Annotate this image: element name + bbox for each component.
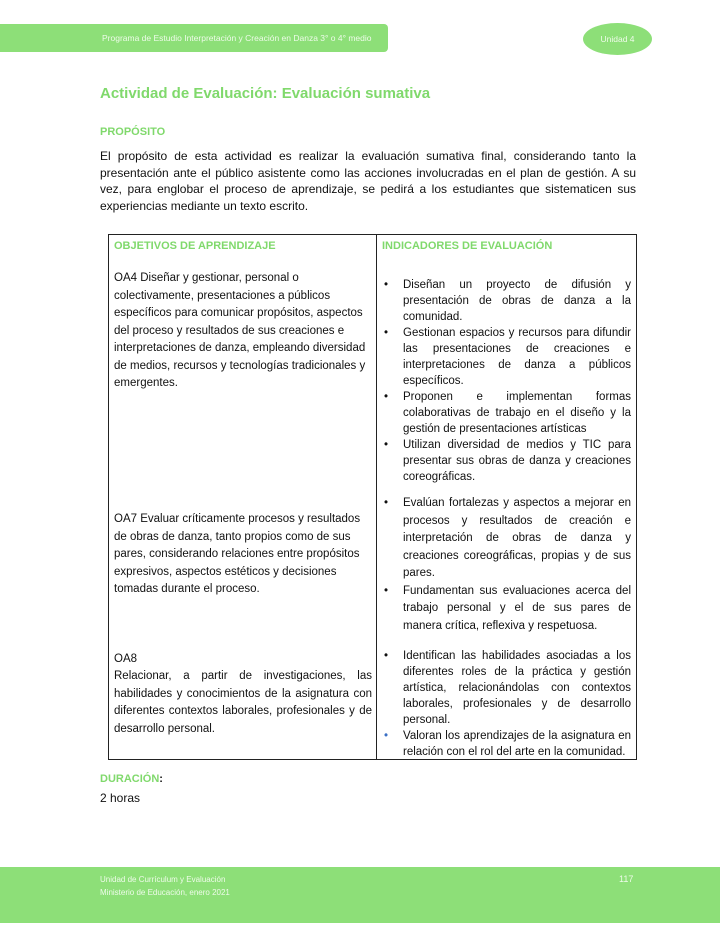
indicators-oa7: [381, 495, 631, 635]
bullet-icon: •: [384, 497, 389, 509]
indicator-item: • Identifican las habilidades asociadas a los diferentes roles de la práctica y gestión artística, relacionándolas con contextos laborales, profesionales y de desarrollo personal.: [384, 650, 631, 726]
program-header: Programa de Estudio Interpretación y Creación en Danza 3° o 4° medio: [0, 24, 388, 52]
bullet-icon: •: [384, 439, 389, 451]
objective-oa4: OA4 Diseñar y gestionar, personal o colectivamente, presentaciones a públicos específicos para comunicar propósitos, aspectos del proceso y resultados de sus creaciones e interpretaciones de danza, empleando diversidad de medios, recursos y tecnologías tradicionales y emergentes.: [114, 272, 366, 389]
bullet-icon: •: [384, 650, 389, 662]
objectives-table: [108, 234, 637, 760]
bullet-icon: •: [384, 327, 389, 339]
purpose-heading: PROPÓSITO: [100, 126, 166, 138]
bullet-icon: •: [384, 730, 389, 742]
column-divider: [376, 235, 377, 759]
indicator-item: • Proponen e implementan formas colaborativas de trabajo en el diseño y la gestión de presentaciones artísticas: [384, 391, 631, 435]
indicator-item: • Utilizan diversidad de medios y TIC para presentar sus obras de danza y creaciones coreográficas.: [384, 439, 631, 483]
indicator-item: • Gestionan espacios y recursos para difundir las presentaciones de creaciones e interpretaciones de danza a públicos específicos.: [384, 327, 631, 387]
indicators-oa4: [381, 277, 631, 485]
indicator-item: • Valoran los aprendizajes de la asignatura en relación con el rol del arte en la comunidad.: [384, 730, 631, 758]
footer-ministry: Ministerio de Educación, enero 2021: [100, 888, 230, 897]
objective-oa7: OA7 Evaluar críticamente procesos y resultados de obras de danza, tanto propios como de sus pares, considerando relaciones entre propósitos expresivos, aspectos estéticos y decisiones tomadas durante el proceso.: [114, 513, 361, 595]
purpose-text: El propósito de esta actividad es realizar la evaluación sumativa final, considerando tanto la presentación ante el público asistente como las acciones involucradas en el plan de gestión. A su vez, para englobar el proceso de aprendizaje, se pedirá a los estudiantes que sistematicen sus experiencias mediante un texto escrito.: [100, 149, 636, 213]
objective-oa8-code: OA8: [114, 653, 138, 665]
page-title: Actividad de Evaluación: Evaluación sumativa: [100, 85, 431, 102]
header-indicators: INDICADORES DE EVALUACIÓN: [382, 240, 553, 252]
footer-unit: Unidad de Currículum y Evaluación: [100, 875, 226, 884]
objective-oa8: Relacionar, a partir de investigaciones, las habilidades y conocimientos de la asignatura con diferentes contextos laborales, profesionales y de desarrollo personal.: [114, 670, 372, 735]
bullet-icon: •: [384, 279, 389, 291]
indicators-oa8: [381, 648, 631, 760]
indicator-item: • Diseñan un proyecto de difusión y presentación de obras de danza a la comunidad.: [384, 279, 631, 323]
duration-heading: DURACIÓN:: [100, 773, 163, 785]
page-footer: [0, 867, 720, 923]
indicator-item: • Fundamentan sus evaluaciones acerca del trabajo personal y el de sus pares de manera crítica, reflexiva y respetuosa.: [384, 584, 631, 632]
indicator-item: • Evalúan fortalezas y aspectos a mejorar en procesos y resultados de creación e interpretación de obras de danza y creaciones coreográficas, propias y de sus pares.: [384, 497, 631, 579]
duration-value: 2 horas: [100, 791, 141, 805]
unit-badge: Unidad 4: [583, 23, 652, 55]
page-number: 117: [619, 874, 634, 884]
bullet-icon: •: [384, 584, 389, 597]
bullet-icon: •: [384, 391, 389, 403]
header-objectives: OBJETIVOS DE APRENDIZAJE: [114, 240, 276, 252]
